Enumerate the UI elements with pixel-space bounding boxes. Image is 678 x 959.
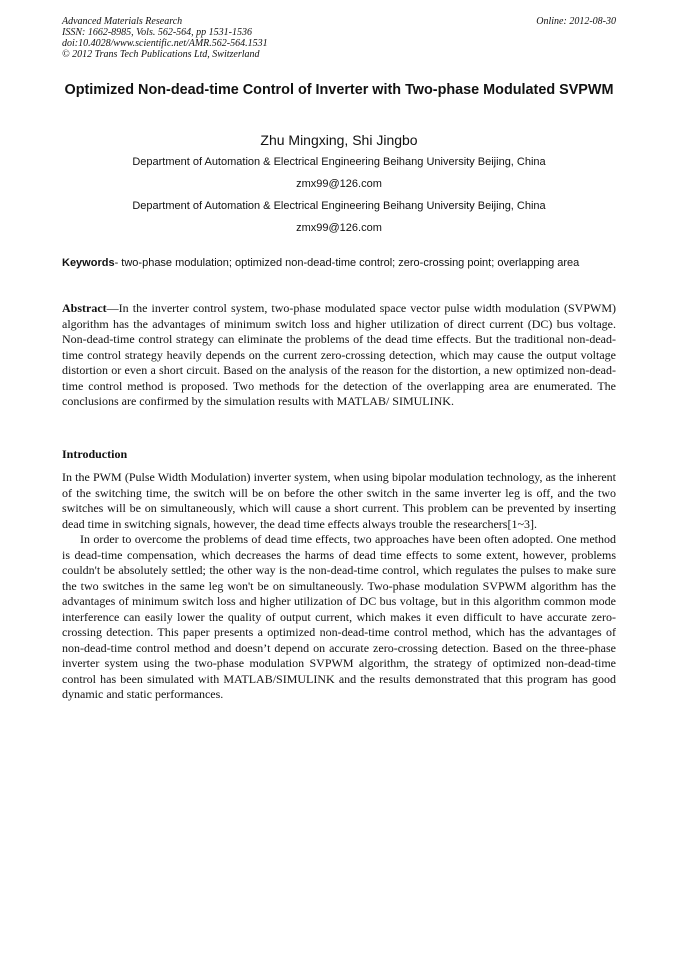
keywords-text: - two-phase modulation; optimized non-dead-time control; zero-crossing point; overlapping area: [114, 257, 580, 269]
keywords-block: [62, 257, 616, 270]
introduction-paragraph: In the PWM (Pulse Width Modulation) inverter system, when using bipolar modulation technology, as the inherent of the switching time, the switch will be on before the other switch in the same inverter leg is off, and the two switches will be on simultaneously, which will cause a short current. This problem can be prevented by inserting dead time in switching signals, however, the dead time effects always trouble the researchers[1~3].: [62, 470, 616, 531]
journal-name: Advanced Materials Research: [62, 16, 183, 27]
introduction-body: [62, 470, 616, 703]
affiliation-2-department: Department of Automation & Electrical Engineering Beihang University Beijing, China: [132, 200, 546, 212]
abstract-block: [62, 301, 616, 410]
copyright-line: © 2012 Trans Tech Publications Ltd, Switzerland: [62, 49, 260, 60]
abstract-label: Abstract: [62, 301, 107, 315]
introduction-paragraph: In order to overcome the problems of dead time effects, two approaches have been often adopted. One method is dead-time compensation, which decreases the harms of dead time effects to some extent, however, problems couldn't be absolutely settled; the other way is the non-dead-time control, which regulates the pulses to make sure the two switches in the same leg won't be on simultaneously. Two-phase modulation SVPWM algorithm has the advantages of minimum switch loss and higher utilization of DC bus voltage, but in this algorithm common mode interference can easily lower the quality of output current, which makes it even difficult to have accurate zero-crossing detection. This paper presents a optimized non-dead-time control method, which has the advantages of non-dead-time control method and doesn’t depend on accurate zero-crossing detection. Based on the three-phase inverter system using the two-phase modulation SVPWM algorithm, the strategy of optimized non-dead-time control has been simulated with MATLAB/SIMULINK and the results demonstrated that this program has good dynamic and static performances.: [62, 532, 616, 701]
introduction-heading: Introduction: [62, 447, 128, 461]
abstract-text: —In the inverter control system, two-phase modulated space vector pulse width modulation (SVPWM) algorithm has the advantages of minimum switch loss and higher utilization of direct current (DC) bus voltage. Non-dead-time control strategy can eliminate the problems of the dead time effects. But the traditional non-dead-time control strategy heavily depends on the current zero-crossing detection, which may cause the output voltage distortion or even a short circuit. Based on the analysis of the reason for the distortion, a new optimized non-dead-time control method is proposed. Two methods for the detection of the overlapping area are enumerated. The conclusions are confirmed by the simulation results with MATLAB/ SIMULINK.: [62, 301, 616, 408]
affiliation-1-email[interactable]: zmx99@126.com: [296, 178, 382, 190]
affiliation-2-email[interactable]: zmx99@126.com: [296, 222, 382, 234]
keywords-label: Keywords: [62, 257, 115, 269]
doi-line[interactable]: doi:10.4028/www.scientific.net/AMR.562-564.1531: [62, 38, 268, 49]
paper-title: Optimized Non-dead-time Control of Inverter with Two-phase Modulated SVPWM: [64, 82, 614, 98]
issn-line: ISSN: 1662-8985, Vols. 562-564, pp 1531-1536: [62, 27, 252, 38]
online-date: Online: 2012-08-30: [536, 16, 616, 27]
author-list: Zhu Mingxing, Shi Jingbo: [260, 132, 418, 148]
affiliation-1-department: Department of Automation & Electrical Engineering Beihang University Beijing, China: [132, 156, 546, 168]
publication-header: [62, 16, 616, 60]
